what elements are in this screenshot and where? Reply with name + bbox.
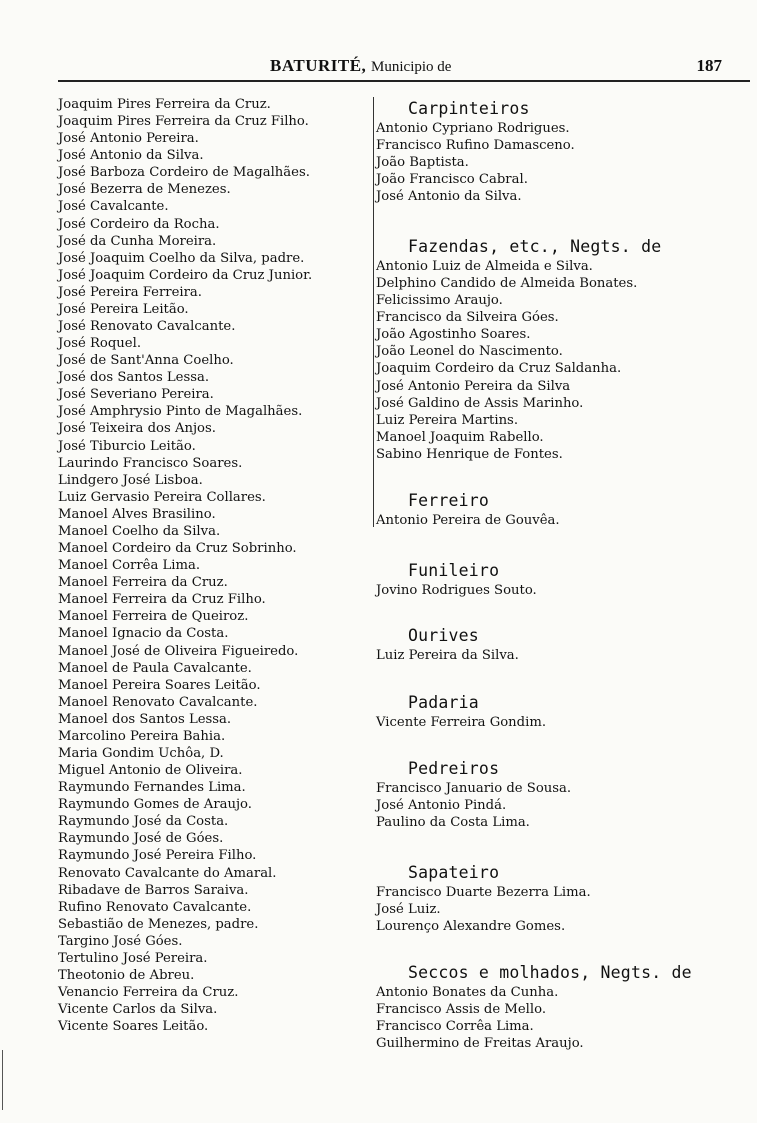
list-item: Manoel Ferreira da Cruz. — [58, 575, 228, 591]
section-title: Sapateiro — [408, 863, 500, 882]
section — [376, 758, 571, 831]
page-header — [58, 56, 748, 78]
list-item: Antonio Luiz de Almeida e Silva. — [376, 259, 593, 274]
section-title: Fazendas, etc., Negts. de — [408, 237, 662, 256]
list-item: Francisco Duarte Bezerra Lima. — [376, 885, 591, 900]
list-item: Manoel Joaquim Rabello. — [376, 429, 544, 445]
list-item: Marcolino Pereira Bahia. — [58, 728, 226, 744]
section — [376, 625, 519, 664]
list-item: Manoel Ignacio da Costa. — [58, 626, 229, 642]
list-item: Manoel Ferreira da Cruz Filho. — [58, 592, 266, 608]
section — [376, 962, 692, 1052]
list-item: Manoel Alves Brasilino. — [58, 506, 216, 522]
list-item: Luiz Gervasio Pereira Collares. — [58, 489, 266, 505]
list-item: Antonio Bonates da Cunha. — [376, 985, 559, 1000]
section-title: Ferreiro — [408, 491, 490, 510]
list-item: José Antonio da Silva. — [376, 189, 522, 205]
list-item: Laurindo Francisco Soares. — [58, 455, 243, 471]
list-item: Manoel José de Oliveira Figueiredo. — [58, 643, 299, 659]
section-title: Pedreiros — [408, 759, 500, 778]
list-item: Sebastião de Menezes, padre. — [58, 916, 259, 932]
list-item: Paulino da Costa Lima. — [376, 815, 530, 831]
list-item: José Teixeira dos Anjos. — [58, 421, 216, 437]
list-item: Lourenço Alexandre Gomes. — [376, 919, 566, 935]
list-item: José Tiburcio Leitão. — [58, 438, 196, 454]
list-item: Manoel Coelho da Silva. — [58, 523, 221, 539]
list-item: Miguel Antonio de Oliveira. — [58, 763, 243, 779]
list-item: João Baptista. — [376, 155, 469, 171]
list-item: José Roquel. — [58, 336, 142, 352]
list-item: João Leonel do Nascimento. — [376, 344, 563, 360]
page-number: 187 — [696, 56, 722, 75]
list-item: José Antonio da Silva. — [58, 148, 204, 164]
list-item: Raymundo José Pereira Filho. — [58, 848, 257, 864]
list-item: José Antonio Pereira da Silva — [376, 378, 571, 394]
list-item: Guilhermino de Freitas Araujo. — [376, 1036, 584, 1052]
column-divider — [373, 97, 374, 527]
list-item: José Antonio Pereira. — [58, 131, 199, 147]
list-item: José Joaquim Cordeiro da Cruz Junior. — [58, 267, 313, 283]
list-item: Manoel Corrêa Lima. — [58, 558, 201, 574]
list-item: José Cordeiro da Rocha. — [58, 216, 220, 232]
list-item: José Joaquim Coelho da Silva, padre. — [58, 250, 305, 266]
list-item: José da Cunha Moreira. — [58, 233, 217, 249]
section-title: Carpinteiros — [408, 99, 530, 118]
header-rule — [58, 80, 750, 82]
list-item: Felicissimo Araujo. — [376, 293, 503, 309]
list-item: José Galdino de Assis Marinho. — [376, 395, 584, 411]
list-item: José Luiz. — [376, 902, 441, 918]
list-item: João Francisco Cabral. — [376, 172, 528, 188]
list-item: José dos Santos Lessa. — [58, 370, 210, 386]
list-item: Manoel de Paula Cavalcante. — [58, 660, 252, 676]
left-column — [58, 96, 374, 1035]
list-item: José Pereira Leitão. — [58, 301, 189, 317]
list-item: José Cavalcante. — [58, 199, 169, 215]
list-item: Sabino Henrique de Fontes. — [376, 446, 563, 462]
list-item: Francisco Januario de Sousa. — [376, 781, 572, 796]
list-item: Maria Gondim Uchôa, D. — [58, 745, 224, 761]
list-item: Lindgero José Lisboa. — [58, 472, 203, 488]
list-item: Manoel dos Santos Lessa. — [58, 711, 232, 727]
list-item: José Pereira Ferreira. — [58, 284, 202, 300]
list-item: João Agostinho Soares. — [376, 327, 531, 343]
list-item: Vicente Soares Leitão. — [58, 1019, 209, 1035]
list-item: Francisco Assis de Mello. — [376, 1002, 547, 1018]
list-item: Luiz Pereira Martins. — [376, 412, 519, 428]
list-item: Raymundo José da Costa. — [58, 814, 229, 830]
list-item: Manoel Ferreira de Queiroz. — [58, 609, 249, 625]
section — [376, 692, 546, 731]
list-item: Joaquim Pires Ferreira da Cruz Filho. — [58, 114, 309, 130]
list-item: Francisco Corrêa Lima. — [376, 1019, 534, 1035]
list-item: José Renovato Cavalcante. — [58, 319, 236, 335]
list-item: Theotonio de Abreu. — [58, 967, 195, 983]
section — [376, 490, 560, 529]
list-item: José Amphrysio Pinto de Magalhães. — [58, 404, 303, 420]
list-item: Joaquim Pires Ferreira da Cruz. — [58, 97, 271, 112]
list-item: Francisco Rufino Damasceno. — [376, 138, 575, 154]
list-item: Manoel Cordeiro da Cruz Sobrinho. — [58, 541, 297, 557]
list-item: Raymundo Fernandes Lima. — [58, 780, 246, 796]
list-item: José Bezerra de Menezes. — [58, 182, 231, 198]
page-title — [270, 56, 451, 76]
list-item: José Antonio Pindá. — [376, 798, 507, 814]
list-item: Renovato Cavalcante do Amaral. — [58, 865, 277, 881]
list-item: Targino José Góes. — [58, 933, 183, 949]
section — [376, 98, 575, 205]
list-item: Raymundo José de Góes. — [58, 831, 224, 847]
section-title: Funileiro — [408, 561, 500, 580]
list-item: Francisco da Silveira Góes. — [376, 310, 559, 326]
list-item: Venancio Ferreira da Cruz. — [58, 985, 239, 1001]
margin-mark — [2, 1050, 3, 1110]
list-item: José de Sant'Anna Coelho. — [58, 353, 234, 369]
list-item: Rufino Renovato Cavalcante. — [58, 899, 252, 915]
list-item: Manoel Pereira Soares Leitão. — [58, 677, 261, 693]
section-title: Padaria — [408, 693, 479, 712]
title-main: BATURITÉ, — [270, 56, 367, 75]
list-item: Raymundo Gomes de Araujo. — [58, 797, 252, 813]
section-title: Ourives — [408, 626, 479, 645]
section — [376, 236, 661, 463]
list-item: Tertulino José Pereira. — [58, 950, 208, 966]
list-item: Vicente Ferreira Gondim. — [376, 715, 547, 730]
section — [376, 862, 591, 935]
list-item: Ribadave de Barros Saraiva. — [58, 882, 249, 898]
list-item: Antonio Pereira de Gouvêa. — [376, 513, 560, 528]
list-item: Delphino Candido de Almeida Bonates. — [376, 276, 638, 292]
list-item: José Barboza Cordeiro de Magalhães. — [58, 165, 310, 181]
list-item: Luiz Pereira da Silva. — [376, 648, 519, 663]
list-item: Vicente Carlos da Silva. — [58, 1002, 218, 1018]
section-title: Seccos e molhados, Negts. de — [408, 963, 692, 982]
list-item: Manoel Renovato Cavalcante. — [58, 694, 258, 710]
list-item: Joaquim Cordeiro da Cruz Saldanha. — [376, 361, 622, 377]
title-subtitle: Municipio de — [371, 59, 452, 75]
section — [376, 560, 537, 599]
list-item: José Severiano Pereira. — [58, 387, 214, 403]
list-item: Antonio Cypriano Rodrigues. — [376, 121, 570, 136]
list-item: Jovino Rodrigues Souto. — [376, 583, 537, 598]
